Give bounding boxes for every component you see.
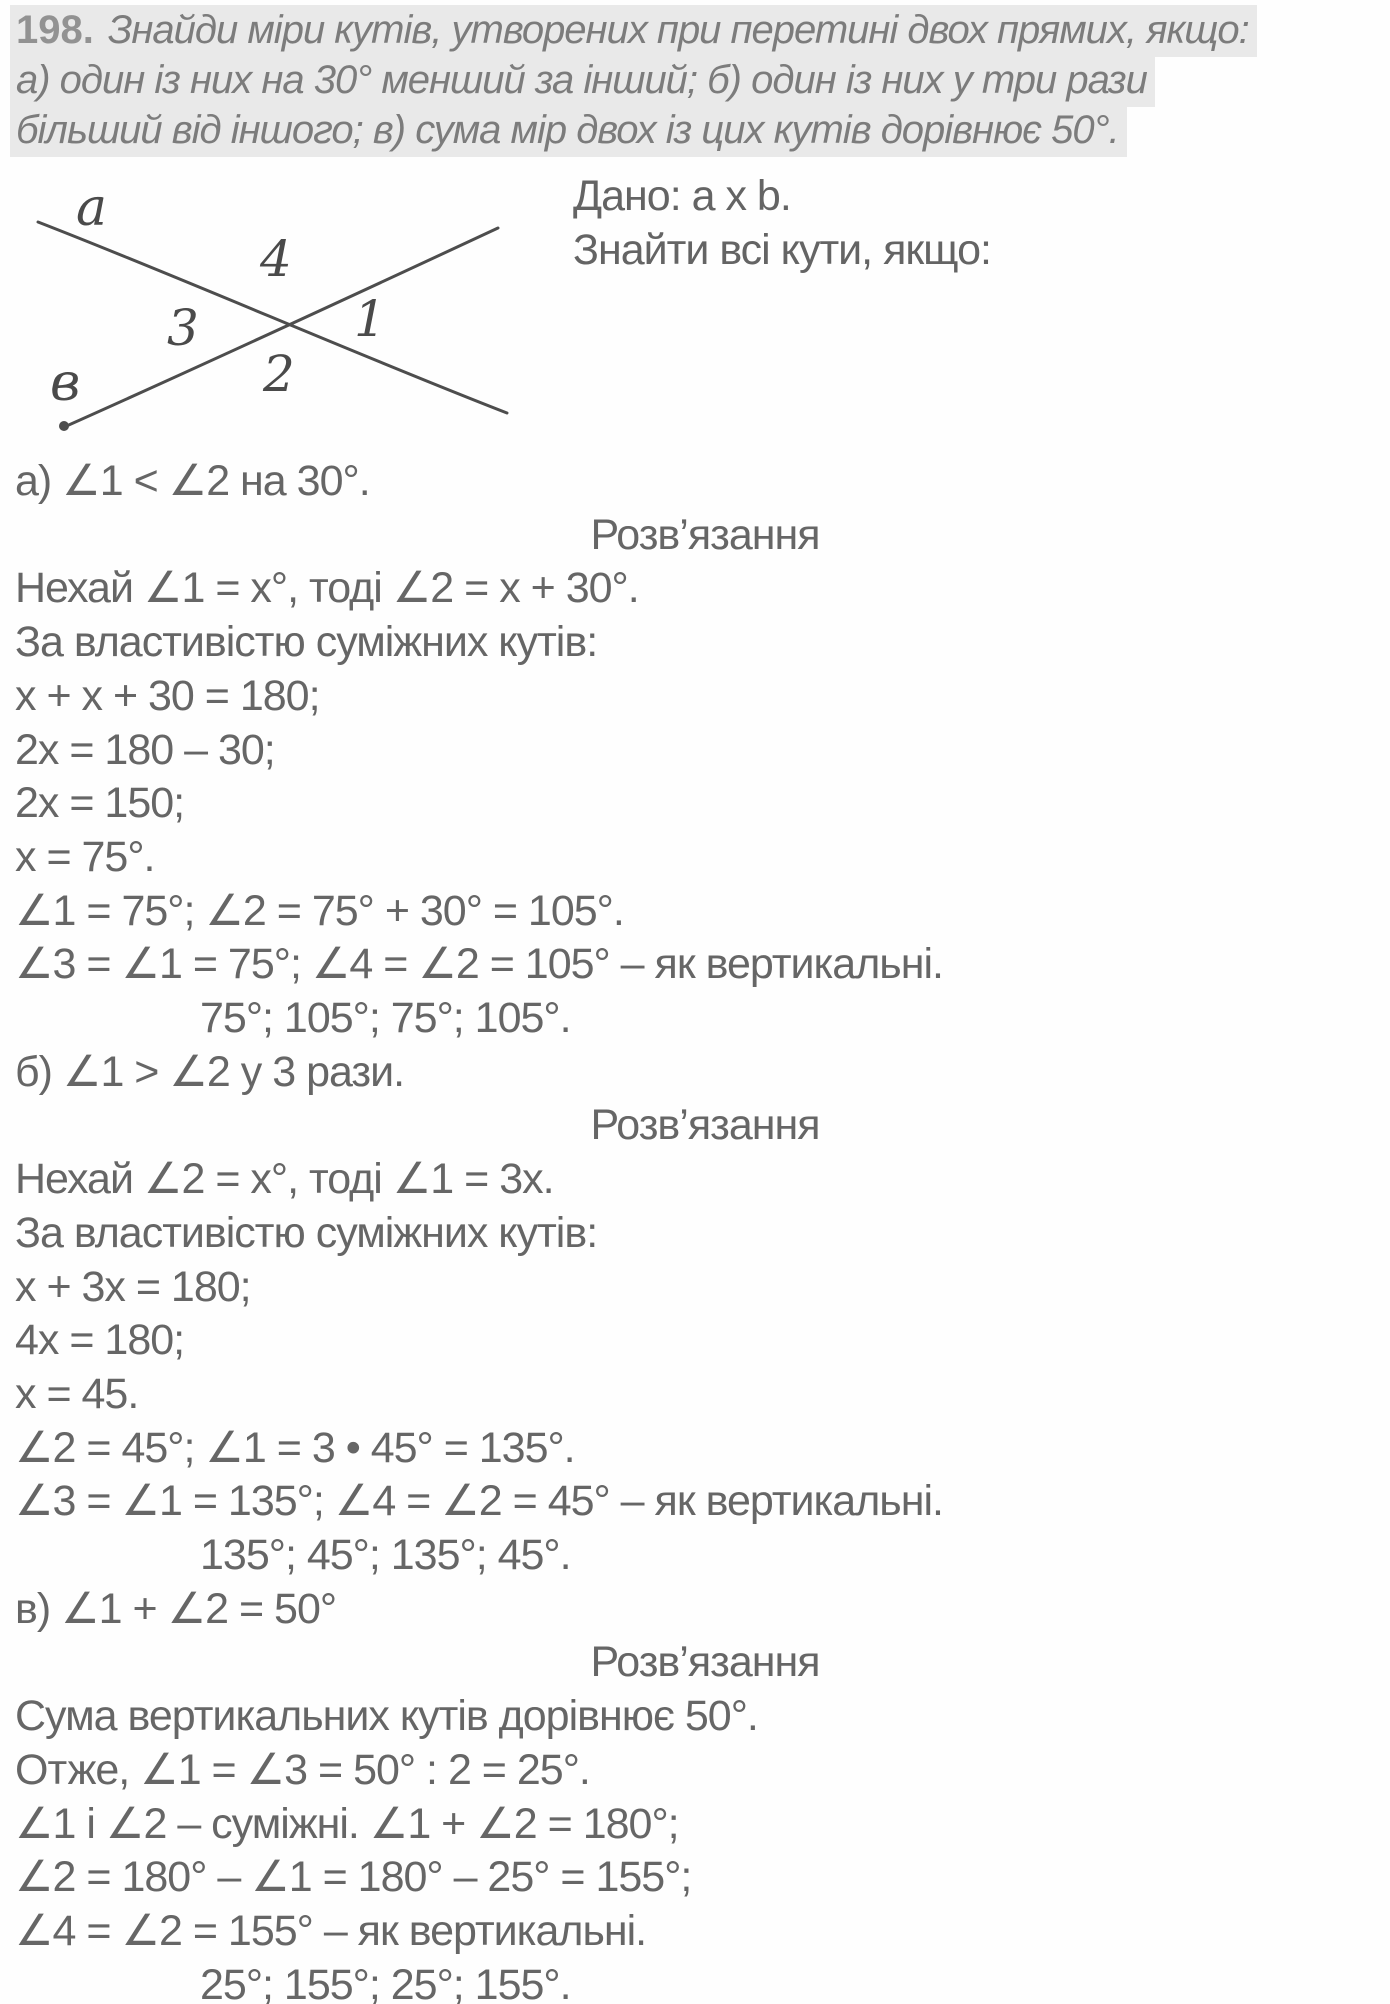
solution-line: Розв’язання xyxy=(590,510,820,559)
solution-line: 75°; 105°; 75°; 105°. xyxy=(200,994,571,1043)
figure-intersecting-lines xyxy=(20,160,530,460)
problem-statement-line xyxy=(10,55,1390,105)
solution-line: Сума вертикальних кутів дорівнює 50°. xyxy=(15,1692,758,1741)
angle-label-3: 3 xyxy=(167,299,199,357)
solution-line: 2х = 150; xyxy=(15,779,185,828)
solution-block xyxy=(15,455,1390,2004)
solution-line: х = 45. xyxy=(15,1369,139,1418)
problem-statement-text: більший від іншого; в) сума мір двох із цих кутів дорівнює 50°. xyxy=(10,105,1127,157)
given-block xyxy=(573,170,991,277)
angle-label-4: 4 xyxy=(260,230,292,288)
problem-statement-text: а) один із них на 30° менший за інший; б) один із них у три рази xyxy=(10,55,1155,107)
angle-label-2: 2 xyxy=(263,345,295,403)
find-line: Знайти всі кути, якщо: xyxy=(573,225,991,274)
solution-line: ∠3 = ∠1 = 135°; ∠4 = ∠2 = 45° – як вертикальні. xyxy=(15,1477,943,1526)
solution-line: 4х = 180; xyxy=(15,1316,185,1365)
solution-line: 25°; 155°; 25°; 155°. xyxy=(200,1960,571,2004)
solution-line: ∠1 = 75°; ∠2 = 75° + 30° = 105°. xyxy=(15,886,624,935)
solution-line: ∠2 = 45°; ∠1 = 3 • 45° = 135°. xyxy=(15,1423,575,1472)
problem-number: 198. xyxy=(16,8,94,52)
problem-statement-text: Знайди міри кутів, утворених при перетині двох прямих, якщо: xyxy=(107,8,1249,52)
solution-line: Нехай ∠2 = х°, тоді ∠1 = 3х. xyxy=(15,1155,554,1204)
given-line: Дано: a x b. xyxy=(573,172,791,220)
problem-header xyxy=(10,5,1390,155)
label-line-a: a xyxy=(76,178,108,238)
solution-line: х + х + 30 = 180; xyxy=(15,671,320,720)
solution-line: Розв’язання xyxy=(590,1638,820,1687)
figure-svg xyxy=(20,160,530,460)
solution-line: За властивістю суміжних кутів: xyxy=(15,618,598,667)
solution-line: Отже, ∠1 = ∠3 = 50° : 2 = 25°. xyxy=(15,1745,590,1794)
solution-line: 2х = 180 – 30; xyxy=(15,725,275,774)
solution-line: х = 75°. xyxy=(15,832,155,881)
solution-line: ∠2 = 180° – ∠1 = 180° – 25° = 155°; xyxy=(15,1853,692,1902)
solution-line: а) ∠1 < ∠2 на 30°. xyxy=(15,457,370,505)
problem-statement-line xyxy=(10,105,1390,155)
solution-line: ∠4 = ∠2 = 155° – як вертикальні. xyxy=(15,1906,647,1955)
solution-line: х + 3х = 180; xyxy=(15,1262,251,1311)
solution-line: в) ∠1 + ∠2 = 50° xyxy=(15,1584,337,1633)
solution-line: б) ∠1 > ∠2 у 3 рази. xyxy=(15,1047,405,1096)
label-line-b: в xyxy=(50,353,81,413)
solution-line: Розв’язання xyxy=(590,1101,820,1150)
angle-label-1: 1 xyxy=(354,290,386,348)
solution-line: 135°; 45°; 135°; 45°. xyxy=(200,1531,571,1580)
pen-blob xyxy=(59,421,69,431)
solution-line: За властивістю суміжних кутів: xyxy=(15,1208,598,1257)
solution-line: ∠3 = ∠1 = 75°; ∠4 = ∠2 = 105° – як вертикальні. xyxy=(15,940,943,989)
solution-line: Нехай ∠1 = х°, тоді ∠2 = х + 30°. xyxy=(15,564,639,613)
solution-line: ∠1 і ∠2 – суміжні. ∠1 + ∠2 = 180°; xyxy=(15,1799,679,1848)
problem-statement-line xyxy=(10,5,1390,55)
